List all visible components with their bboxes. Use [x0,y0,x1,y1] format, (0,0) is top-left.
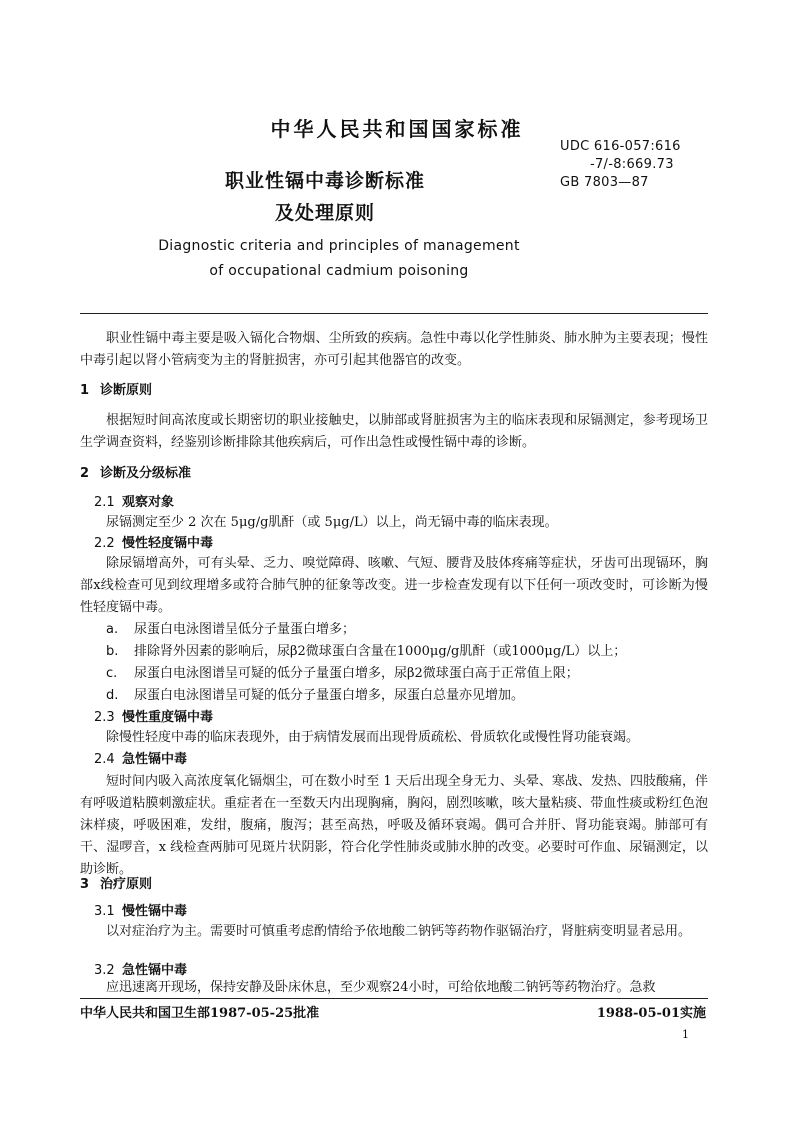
section-number: 2 [80,466,90,481]
section-heading-3 [80,874,152,896]
section-heading-2 [80,463,191,485]
list-item-marker: b. [106,644,119,659]
subsection-2-2-paragraph: 除尿镉增高外，可有头晕、乏力、嗅觉障碍、咳嗽、气短、腰背及肢体疼痛等症状，牙齿可出现镉环，胸部x线检查可见到纹理增多或符合肺气肿的征象等改变。进一步检查发现有以下任何一项改变时，可诊断为慢性轻度镉中毒。 [80,556,708,615]
subsection-title: 急性镉中毒 [122,963,188,978]
document-title-line2: 及处理原则 [274,202,375,224]
subsection-title: 观察对象 [122,495,175,510]
subsection-2-1-paragraph: 尿镉测定至少 2 次在 5μg/g肌酐（或 5μg/L）以上，尚无镉中毒的临床表现。 [106,515,558,530]
list-item-text: 尿蛋白电泳图谱呈可疑的低分子量蛋白增多，尿蛋白总量亦见增加。 [134,688,525,703]
list-item [106,685,706,707]
subsection-number: 2.3 [94,710,115,725]
udc-code-line1: UDC 616-057:616 [560,139,681,154]
subsection-heading-2-3 [94,707,213,729]
section-1-paragraph: 根据短时间高浓度或长期密切的职业接触史，以肺部或肾脏损害为主的临床表现和尿镉测定，参考现场卫生学调查资料，经鉴别诊断排除其他疾病后，可作出急性或慢性镉中毒的诊断。 [80,413,708,450]
subsection-heading-2-2 [94,533,213,555]
subsection-title: 急性镉中毒 [122,752,188,767]
list-item [106,663,706,685]
page-number: 1 [682,1028,689,1041]
section-title: 治疗原则 [100,877,153,892]
implementation-date: 1988-05-01实施 [596,1006,706,1021]
english-title-line1: Diagnostic criteria and principles of management [158,238,520,254]
approval-statement: 中华人民共和国卫生部1987-05-25批准 [80,1006,320,1021]
gb-code: GB 7803—87 [560,175,649,190]
national-standard-title: 中华人民共和国国家标准 [270,117,524,141]
section-title: 诊断原则 [100,383,153,398]
subsection-2-3-paragraph: 除慢性轻度中毒的临床表现外，由于病情发展而出现骨质疏松、骨质软化或慢性肾功能衰竭。 [106,730,640,745]
section-title: 诊断及分级标准 [100,466,192,481]
list-item-marker: d. [106,688,119,703]
list-item [106,619,706,641]
subsection-number: 2.1 [94,495,115,510]
subsection-number: 2.2 [94,536,115,551]
list-item-marker: a. [106,622,119,637]
subsection-number: 3.2 [94,963,115,978]
header-divider [80,313,708,314]
section-number: 1 [80,383,90,398]
subsection-heading-2-4 [94,749,187,771]
subsection-title: 慢性轻度镉中毒 [122,536,214,551]
subsection-3-1-paragraph: 以对症治疗为主。需要时可慎重考虑酌情给予依地酸二钠钙等药物作驱镉治疗，肾脏病变明显者忌用。 [106,924,692,939]
subsection-number: 3.1 [94,904,115,919]
list-item-text: 排除肾外因素的影响后，尿β2微球蛋白含量在1000μg/g肌酐（或1000μg/L）以上； [134,644,627,659]
document-title-line1: 职业性镉中毒诊断标准 [224,170,425,192]
list-item-text: 尿蛋白电泳图谱呈可疑的低分子量蛋白增多，尿β2微球蛋白高于正常值上限； [134,666,579,681]
subsection-3-2-paragraph: 应迅速离开现场，保持安静及卧床休息，至少观察24小时，可给依地酸二钠钙等药物治疗。急救 [106,980,656,995]
footer-divider [80,998,708,999]
subsection-title: 慢性镉中毒 [122,904,188,919]
list-item-marker: c. [106,666,118,681]
subsection-title: 慢性重度镉中毒 [122,710,214,725]
list-item [106,641,706,663]
section-number: 3 [80,877,90,892]
udc-code-line2: -7/-8:669.73 [590,157,674,172]
section-heading-1 [80,380,152,402]
intro-paragraph: 职业性镉中毒主要是吸入镉化合物烟、尘所致的疾病。急性中毒以化学性肺炎、肺水肿为主要表现；慢性中毒引起以肾小管病变为主的肾脏损害，亦可引起其他器官的改变。 [80,331,708,368]
subsection-number: 2.4 [94,752,115,767]
subsection-heading-3-1 [94,901,187,923]
subsection-heading-2-1 [94,492,174,514]
subsection-2-4-paragraph: 短时间内吸入高浓度氧化镉烟尘，可在数小时至 1 天后出现全身无力、头晕、寒战、发热、四肢酸痛，伴有呼吸道粘膜刺激症状。重症者在一至数天内出现胸痛，胸闷，剧烈咳嗽，咳大量粘痰、带血性痰或粉红色泡沫样痰，呼吸困难，发绀，腹痛，腹泻；甚至高热，呼吸及循环衰竭。偶可合并肝、肾功能衰竭。肺部可有干、湿啰音，x 线检查两肺可见斑片状阴影，符合化学性肺炎或肺水肿的改变。必要时可作血、尿镉测定，以助诊断。 [80,774,708,877]
english-title-line2: of occupational cadmium poisoning [209,263,469,279]
list-item-text: 尿蛋白电泳图谱呈低分子量蛋白增多； [134,622,356,637]
